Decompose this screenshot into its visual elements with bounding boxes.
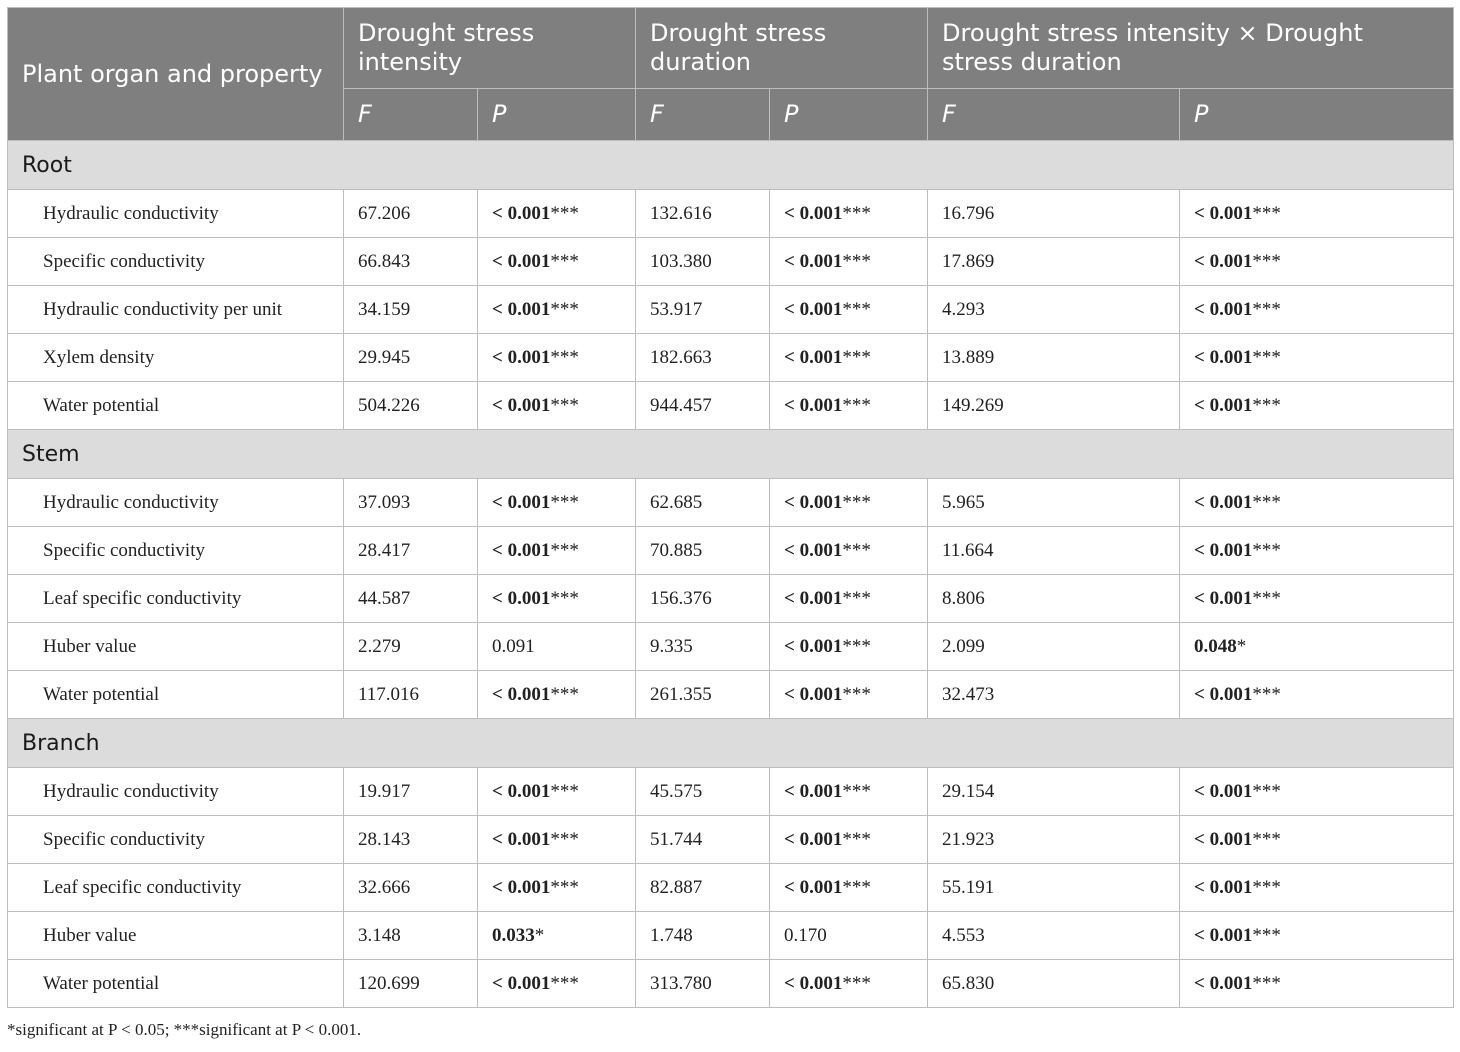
p-value-cell <box>770 768 928 816</box>
f-value: 1.748 <box>636 912 770 960</box>
p-value-cell <box>770 334 928 382</box>
significance-marker: *** <box>550 202 579 224</box>
property-name: Leaf specific conductivity <box>8 575 344 623</box>
p-value: < 0.001 <box>784 346 843 368</box>
f-value: 32.666 <box>344 864 478 912</box>
p-value-cell <box>770 527 928 575</box>
p-value: < 0.001 <box>784 394 843 416</box>
p-value: < 0.001 <box>492 250 551 272</box>
p-value: < 0.001 <box>1194 394 1253 416</box>
table-row <box>8 671 1454 719</box>
p-value-cell <box>1180 238 1454 286</box>
p-value-cell <box>1180 671 1454 719</box>
property-name: Leaf specific conductivity <box>8 864 344 912</box>
significance-marker: *** <box>550 346 579 368</box>
f-value: 16.796 <box>928 190 1180 238</box>
table-body <box>8 141 1454 1008</box>
p-value-cell <box>770 623 928 671</box>
significance-marker: *** <box>842 539 871 561</box>
p-value: < 0.001 <box>784 972 843 994</box>
significance-marker: *** <box>550 972 579 994</box>
section-label: Root <box>8 141 1454 190</box>
property-name: Hydraulic conductivity <box>8 479 344 527</box>
significance-marker: *** <box>1252 298 1281 320</box>
f-value: 4.293 <box>928 286 1180 334</box>
p-value-cell <box>478 864 636 912</box>
property-name: Hydraulic conductivity <box>8 768 344 816</box>
subheader-p: P <box>770 89 928 141</box>
table-row <box>8 864 1454 912</box>
f-value: 51.744 <box>636 816 770 864</box>
table-row <box>8 238 1454 286</box>
f-value: 53.917 <box>636 286 770 334</box>
p-value-cell <box>478 816 636 864</box>
p-value-cell <box>478 960 636 1008</box>
p-value: 0.048 <box>1194 635 1237 657</box>
p-value-cell <box>478 768 636 816</box>
p-value-cell <box>770 864 928 912</box>
p-value: < 0.001 <box>784 539 843 561</box>
significance-marker: *** <box>842 972 871 994</box>
significance-marker: *** <box>842 587 871 609</box>
significance-marker: *** <box>550 876 579 898</box>
p-value: < 0.001 <box>492 780 551 802</box>
p-value-cell <box>1180 623 1454 671</box>
p-value-cell <box>478 190 636 238</box>
subheader-p: P <box>1180 89 1454 141</box>
p-value: 0.170 <box>784 924 827 946</box>
f-value: 55.191 <box>928 864 1180 912</box>
p-value-cell <box>770 960 928 1008</box>
significance-marker: *** <box>550 587 579 609</box>
table-row <box>8 382 1454 430</box>
f-value: 9.335 <box>636 623 770 671</box>
subheader-f: F <box>928 89 1180 141</box>
f-value: 70.885 <box>636 527 770 575</box>
p-value: < 0.001 <box>492 587 551 609</box>
f-value: 34.159 <box>344 286 478 334</box>
p-value-cell <box>1180 286 1454 334</box>
significance-marker: *** <box>1252 587 1281 609</box>
table-row <box>8 960 1454 1008</box>
p-value-cell <box>770 912 928 960</box>
p-value: 0.033 <box>492 924 535 946</box>
table-header <box>8 8 1454 141</box>
p-value: < 0.001 <box>492 346 551 368</box>
property-name: Huber value <box>8 912 344 960</box>
p-value-cell <box>478 575 636 623</box>
subheader-f: F <box>636 89 770 141</box>
significance-marker: *** <box>1252 394 1281 416</box>
p-value-cell <box>1180 768 1454 816</box>
property-name: Specific conductivity <box>8 527 344 575</box>
significance-marker: *** <box>1252 683 1281 705</box>
p-value-cell <box>478 286 636 334</box>
header-drought-duration: Drought stress duration <box>636 8 928 89</box>
p-value-cell <box>770 671 928 719</box>
significance-marker: *** <box>842 828 871 850</box>
significance-marker: * <box>534 924 545 946</box>
table-row <box>8 479 1454 527</box>
significance-marker: *** <box>550 539 579 561</box>
f-value: 2.279 <box>344 623 478 671</box>
significance-marker: *** <box>550 683 579 705</box>
property-name: Hydraulic conductivity per unit <box>8 286 344 334</box>
p-value: < 0.001 <box>1194 539 1253 561</box>
property-name: Water potential <box>8 671 344 719</box>
section-row-root <box>8 141 1454 190</box>
p-value: 0.091 <box>492 635 535 657</box>
table-row <box>8 623 1454 671</box>
p-value: < 0.001 <box>1194 828 1253 850</box>
f-value: 32.473 <box>928 671 1180 719</box>
property-name: Hydraulic conductivity <box>8 190 344 238</box>
significance-marker: *** <box>842 250 871 272</box>
p-value-cell <box>1180 527 1454 575</box>
f-value: 37.093 <box>344 479 478 527</box>
significance-marker: *** <box>1252 202 1281 224</box>
significance-marker: *** <box>842 346 871 368</box>
f-value: 29.945 <box>344 334 478 382</box>
p-value: < 0.001 <box>784 491 843 513</box>
p-value: < 0.001 <box>1194 587 1253 609</box>
p-value: < 0.001 <box>1194 876 1253 898</box>
property-name: Water potential <box>8 382 344 430</box>
f-value: 8.806 <box>928 575 1180 623</box>
f-value: 28.143 <box>344 816 478 864</box>
p-value-cell <box>770 190 928 238</box>
table-row <box>8 575 1454 623</box>
f-value: 19.917 <box>344 768 478 816</box>
p-value: < 0.001 <box>492 683 551 705</box>
f-value: 45.575 <box>636 768 770 816</box>
p-value: < 0.001 <box>1194 202 1253 224</box>
p-value: < 0.001 <box>1194 683 1253 705</box>
table-row <box>8 190 1454 238</box>
f-value: 313.780 <box>636 960 770 1008</box>
f-value: 2.099 <box>928 623 1180 671</box>
table-footnote: *significant at P < 0.05; ***significant at P < 0.001. <box>7 1020 362 1039</box>
header-plant-organ-property: Plant organ and property <box>8 8 344 141</box>
f-value: 3.148 <box>344 912 478 960</box>
f-value: 62.685 <box>636 479 770 527</box>
header-drought-intensity: Drought stress intensity <box>344 8 636 89</box>
f-value: 28.417 <box>344 527 478 575</box>
significance-marker: *** <box>1252 491 1281 513</box>
significance-marker: *** <box>1252 876 1281 898</box>
significance-marker: *** <box>1252 346 1281 368</box>
significance-marker: *** <box>842 491 871 513</box>
p-value-cell <box>478 623 636 671</box>
table-row <box>8 768 1454 816</box>
property-name: Xylem density <box>8 334 344 382</box>
p-value-cell <box>478 671 636 719</box>
subheader-f: F <box>344 89 478 141</box>
p-value: < 0.001 <box>492 491 551 513</box>
significance-marker: *** <box>1252 924 1281 946</box>
p-value: < 0.001 <box>492 876 551 898</box>
p-value: < 0.001 <box>784 683 843 705</box>
significance-marker: *** <box>550 394 579 416</box>
significance-marker: *** <box>842 780 871 802</box>
p-value-cell <box>478 238 636 286</box>
significance-marker: *** <box>842 298 871 320</box>
p-value-cell <box>1180 334 1454 382</box>
p-value-cell <box>770 286 928 334</box>
f-value: 65.830 <box>928 960 1180 1008</box>
p-value: < 0.001 <box>1194 346 1253 368</box>
f-value: 103.380 <box>636 238 770 286</box>
property-name: Water potential <box>8 960 344 1008</box>
f-value: 117.016 <box>344 671 478 719</box>
significance-marker: * <box>1236 635 1247 657</box>
p-value: < 0.001 <box>784 635 843 657</box>
significance-marker: *** <box>842 683 871 705</box>
p-value-cell <box>770 479 928 527</box>
f-value: 156.376 <box>636 575 770 623</box>
p-value: < 0.001 <box>784 587 843 609</box>
p-value: < 0.001 <box>1194 250 1253 272</box>
p-value-cell <box>478 527 636 575</box>
f-value: 13.889 <box>928 334 1180 382</box>
f-value: 4.553 <box>928 912 1180 960</box>
header-interaction: Drought stress intensity × Drought stress duration <box>928 8 1454 89</box>
section-row-branch <box>8 719 1454 768</box>
significance-marker: *** <box>550 491 579 513</box>
f-value: 182.663 <box>636 334 770 382</box>
f-value: 149.269 <box>928 382 1180 430</box>
f-value: 82.887 <box>636 864 770 912</box>
section-label: Stem <box>8 430 1454 479</box>
p-value-cell <box>1180 190 1454 238</box>
p-value-cell <box>1180 382 1454 430</box>
significance-marker: *** <box>842 876 871 898</box>
section-label: Branch <box>8 719 1454 768</box>
p-value: < 0.001 <box>1194 298 1253 320</box>
p-value: < 0.001 <box>492 202 551 224</box>
p-value-cell <box>1180 816 1454 864</box>
p-value: < 0.001 <box>492 828 551 850</box>
f-value: 29.154 <box>928 768 1180 816</box>
p-value-cell <box>770 816 928 864</box>
f-value: 66.843 <box>344 238 478 286</box>
p-value-cell <box>770 382 928 430</box>
f-value: 17.869 <box>928 238 1180 286</box>
significance-marker: *** <box>550 828 579 850</box>
f-value: 11.664 <box>928 527 1180 575</box>
p-value: < 0.001 <box>1194 924 1253 946</box>
p-value-cell <box>478 382 636 430</box>
significance-marker: *** <box>1252 539 1281 561</box>
f-value: 5.965 <box>928 479 1180 527</box>
p-value-cell <box>1180 864 1454 912</box>
property-name: Specific conductivity <box>8 238 344 286</box>
significance-marker: *** <box>1252 780 1281 802</box>
p-value: < 0.001 <box>784 202 843 224</box>
p-value: < 0.001 <box>784 876 843 898</box>
f-value: 44.587 <box>344 575 478 623</box>
table-row <box>8 286 1454 334</box>
significance-marker: *** <box>1252 250 1281 272</box>
p-value: < 0.001 <box>492 298 551 320</box>
table-row <box>8 912 1454 960</box>
p-value-cell <box>1180 575 1454 623</box>
p-value-cell <box>1180 479 1454 527</box>
significance-marker: *** <box>550 780 579 802</box>
section-row-stem <box>8 430 1454 479</box>
f-value: 944.457 <box>636 382 770 430</box>
f-value: 132.616 <box>636 190 770 238</box>
p-value-cell <box>1180 960 1454 1008</box>
significance-marker: *** <box>550 298 579 320</box>
p-value: < 0.001 <box>492 394 551 416</box>
p-value-cell <box>478 912 636 960</box>
significance-marker: *** <box>842 394 871 416</box>
p-value: < 0.001 <box>492 539 551 561</box>
f-value: 261.355 <box>636 671 770 719</box>
significance-marker: *** <box>842 635 871 657</box>
p-value-cell <box>770 238 928 286</box>
p-value: < 0.001 <box>784 250 843 272</box>
subheader-p: P <box>478 89 636 141</box>
p-value-cell <box>478 479 636 527</box>
p-value-cell <box>478 334 636 382</box>
table-row <box>8 334 1454 382</box>
property-name: Specific conductivity <box>8 816 344 864</box>
significance-marker: *** <box>550 250 579 272</box>
significance-marker: *** <box>1252 972 1281 994</box>
p-value: < 0.001 <box>492 972 551 994</box>
f-value: 120.699 <box>344 960 478 1008</box>
p-value: < 0.001 <box>784 780 843 802</box>
anova-table <box>7 7 1454 1008</box>
table-row <box>8 527 1454 575</box>
p-value-cell <box>1180 912 1454 960</box>
f-value: 21.923 <box>928 816 1180 864</box>
p-value-cell <box>770 575 928 623</box>
p-value: < 0.001 <box>1194 780 1253 802</box>
p-value: < 0.001 <box>784 298 843 320</box>
f-value: 504.226 <box>344 382 478 430</box>
p-value: < 0.001 <box>784 828 843 850</box>
significance-marker: *** <box>1252 828 1281 850</box>
p-value: < 0.001 <box>1194 491 1253 513</box>
table-row <box>8 816 1454 864</box>
f-value: 67.206 <box>344 190 478 238</box>
significance-marker: *** <box>842 202 871 224</box>
property-name: Huber value <box>8 623 344 671</box>
p-value: < 0.001 <box>1194 972 1253 994</box>
